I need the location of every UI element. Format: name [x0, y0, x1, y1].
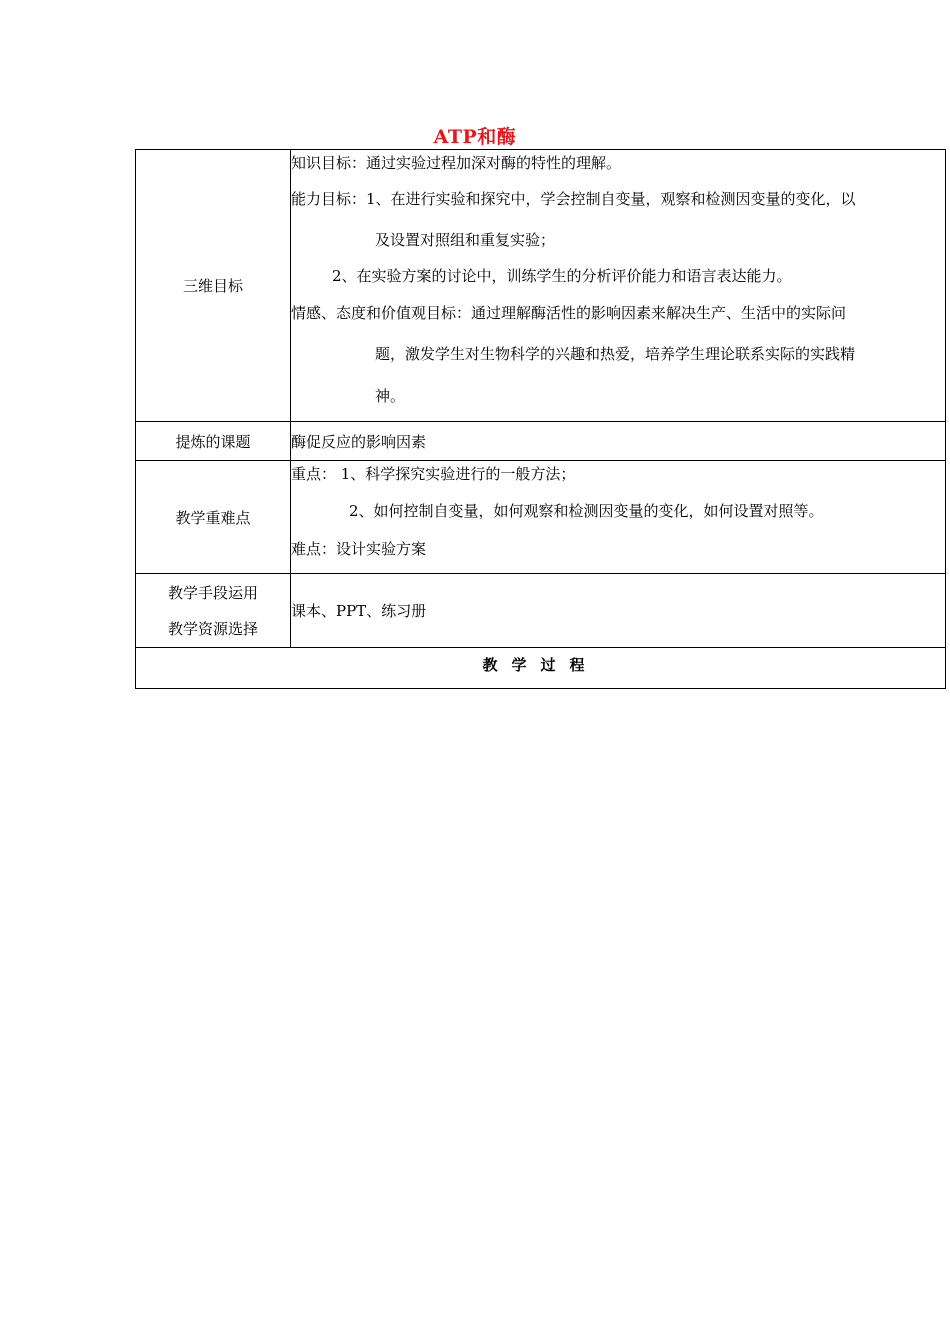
- focus-2: 2、如何控制自变量，如何观察和检测因变量的变化，如何设置对照等。: [349, 502, 824, 520]
- resources-value: 课本、PPT、练习册: [291, 574, 946, 648]
- emotion-goal-cont-2: 神。: [375, 387, 406, 405]
- resources-row: [136, 574, 946, 648]
- resources-label-2: 教学资源选择: [167, 619, 258, 638]
- key-points-label: 教学重难点: [136, 461, 291, 574]
- topic-value: 酶促反应的影响因素: [291, 422, 946, 461]
- process-row: [136, 648, 946, 689]
- knowledge-goal: 知识目标：通过实验过程加深对酶的特性的理解。: [291, 154, 622, 172]
- focus-1: 重点： 1、科学探究实验进行的一般方法；: [291, 465, 576, 483]
- process-heading: 教学过程: [136, 648, 946, 689]
- emotion-goal: 情感、态度和价值观目标：通过理解酶活性的影响因素来解决生产、生活中的实际问: [291, 304, 847, 322]
- goals-label: 三维目标: [136, 150, 291, 422]
- goals-content: [291, 150, 946, 422]
- difficulty: 难点：设计实验方案: [291, 540, 427, 558]
- document-title: ATP和酶: [433, 126, 517, 148]
- resources-label: [136, 574, 291, 648]
- emotion-goal-cont-1: 题，激发学生对生物科学的兴趣和热爱，培养学生理论联系实际的实践精: [375, 345, 856, 363]
- goals-row: [136, 150, 946, 422]
- topic-row: [136, 422, 946, 461]
- lesson-plan-table: [135, 149, 946, 689]
- topic-label: 提炼的课题: [136, 422, 291, 461]
- key-points-row: [136, 461, 946, 574]
- ability-goal-1: 能力目标：1、在进行实验和探究中，学会控制自变量，观察和检测因变量的变化，以: [291, 190, 856, 208]
- key-points-content: [291, 461, 946, 574]
- ability-goal-2: 2、在实验方案的讨论中，训练学生的分析评价能力和语言表达能力。: [332, 267, 792, 285]
- resources-label-1: 教学手段运用: [167, 583, 258, 602]
- ability-goal-1-cont: 及设置对照组和重复实验；: [375, 231, 556, 249]
